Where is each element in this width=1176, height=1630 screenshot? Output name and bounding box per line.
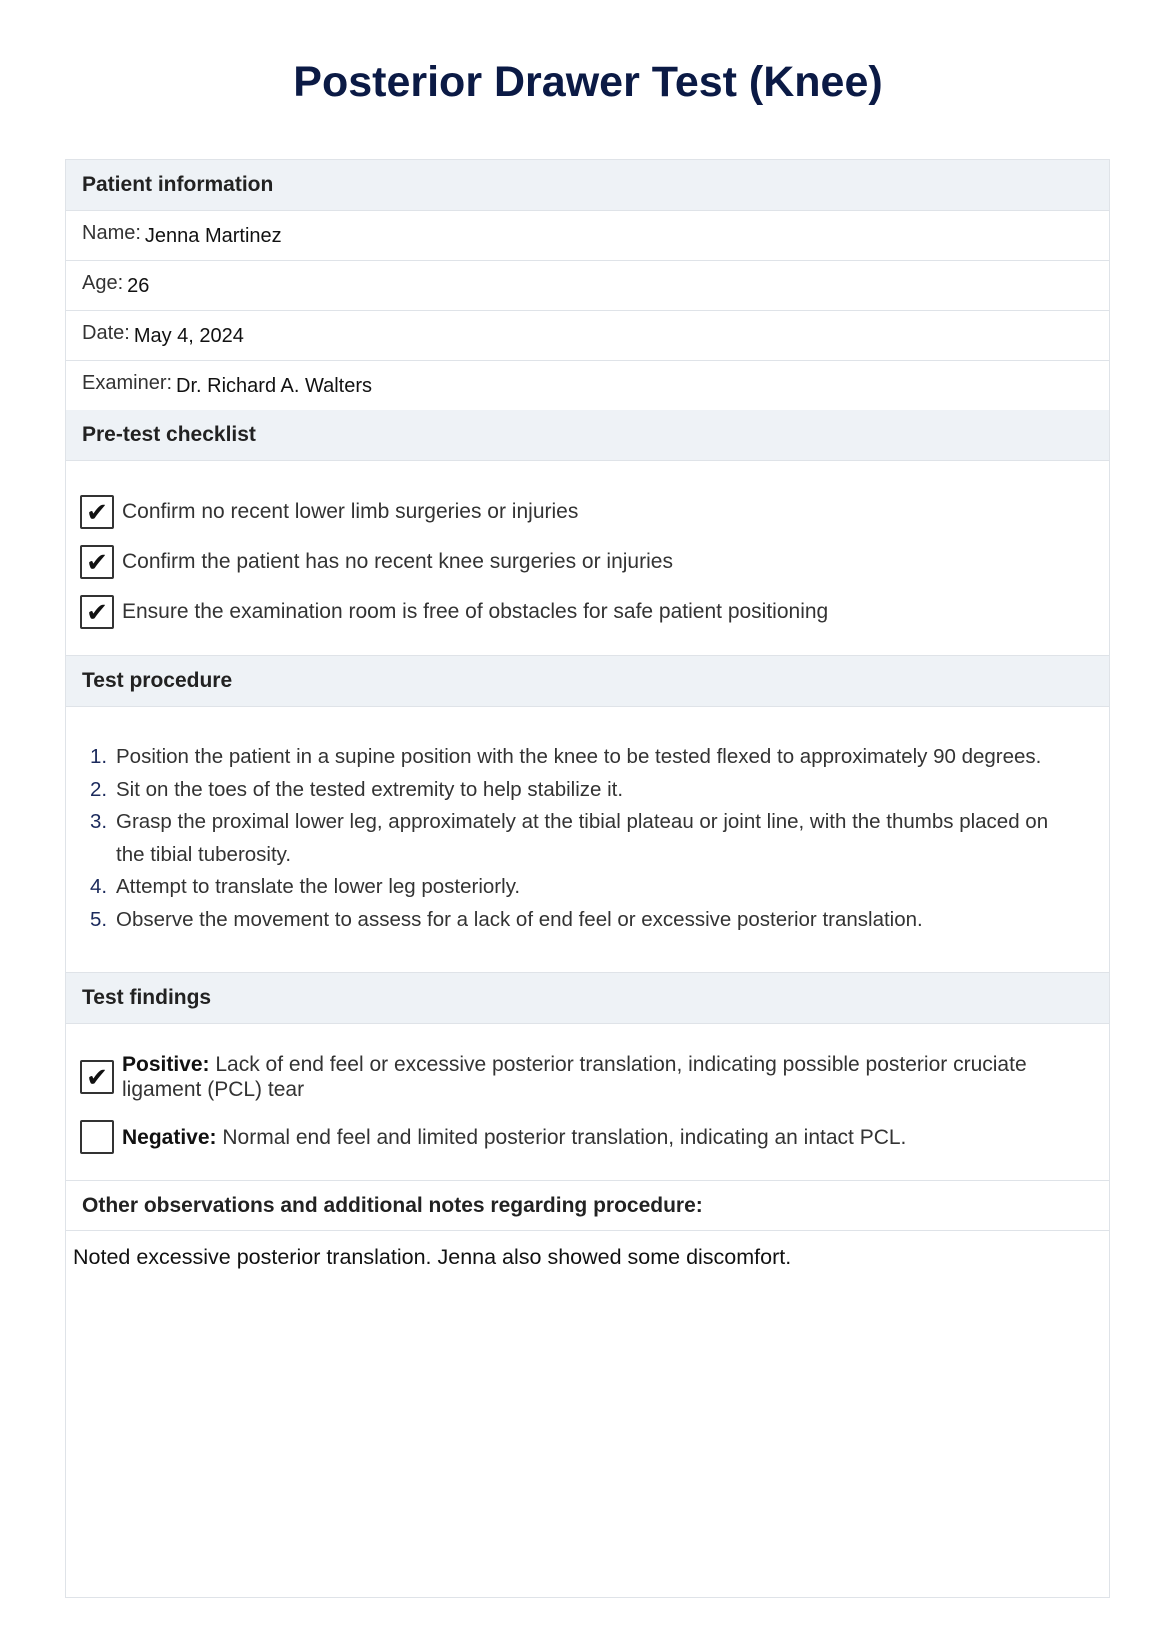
checklist-item-label: Ensure the examination room is free of obstacles for safe patient positioning [122,600,829,623]
findings-list [66,1024,1109,1181]
procedure-step [66,904,1109,937]
checkbox[interactable]: ✔ [80,595,114,629]
examiner-row [66,361,1109,410]
age-label: Age: [82,272,124,294]
page-title: Posterior Drawer Test (Knee) [293,58,883,106]
procedure-step [66,741,1109,774]
step-number: 2. [90,777,108,801]
finding-negative [80,1120,1109,1154]
checkbox[interactable]: ✔ [80,545,114,579]
checkbox[interactable]: ✔ [80,495,114,529]
checklist-item [80,587,1109,637]
name-label: Name: [82,222,141,244]
notes-heading: Other observations and additional notes regarding procedure: [66,1181,1109,1231]
finding-label: Negative: [122,1126,217,1149]
step-text: Observe the movement to assess for a lack of end feel or excessive posterior translation. [116,907,923,931]
negative-checkbox[interactable] [80,1120,114,1154]
checklist-item [80,537,1109,587]
procedure-step [66,774,1109,807]
finding-positive [80,1052,1109,1102]
date-label: Date: [82,322,130,344]
positive-checkbox[interactable]: ✔ [80,1060,114,1094]
step-text: Position the patient in a supine position with the knee to be tested flexed to approximately 90 degrees. [116,745,1042,768]
age-field[interactable]: 26 [127,275,150,297]
finding-description: Lack of end feel or excessive posterior translation, indicating possible posterior cruciate ligament (PCL) tear [122,1053,1027,1101]
step-number: 3. [90,810,108,833]
procedure-step [66,871,1109,904]
findings-heading: Test findings [66,973,1109,1024]
step-text: Grasp the proximal lower leg, approximately at the tibial plateau or joint line, with the thumbs placed on the tibial tuberosity. [116,810,1049,866]
name-field[interactable]: Jenna Martinez [144,225,282,247]
procedure-step [66,806,1109,871]
finding-label: Positive: [122,1053,210,1076]
pretest-checklist [66,461,1109,656]
finding-description: Normal end feel and limited posterior translation, indicating an intact PCL. [216,1126,907,1149]
checklist-item-label: Confirm the patient has no recent knee surgeries or injuries [122,550,673,573]
finding-text [122,1125,976,1150]
step-number: 5. [90,907,108,931]
age-row [66,261,1109,311]
notes-field[interactable]: Noted excessive posterior translation. Jenna also showed some discomfort. [73,1245,792,1269]
finding-text [122,1052,1109,1102]
form-container [65,159,1110,1598]
checklist-item [80,487,1109,537]
pretest-heading: Pre-test checklist [66,410,1109,461]
name-row [66,211,1109,261]
date-field[interactable]: May 4, 2024 [133,325,244,347]
step-text: Attempt to translate the lower leg posteriorly. [116,875,521,898]
procedure-heading: Test procedure [66,656,1109,707]
checklist-item-label: Confirm no recent lower limb surgeries or injuries [122,500,579,523]
step-number: 1. [90,745,108,768]
examiner-label: Examiner: [82,372,173,394]
procedure-list [66,707,1109,973]
step-number: 4. [90,875,108,898]
date-row [66,311,1109,361]
patient-info-heading: Patient information [66,160,1109,211]
examiner-field[interactable]: Dr. Richard A. Walters [176,375,373,397]
step-text: Sit on the toes of the tested extremity to help stabilize it. [116,777,624,801]
